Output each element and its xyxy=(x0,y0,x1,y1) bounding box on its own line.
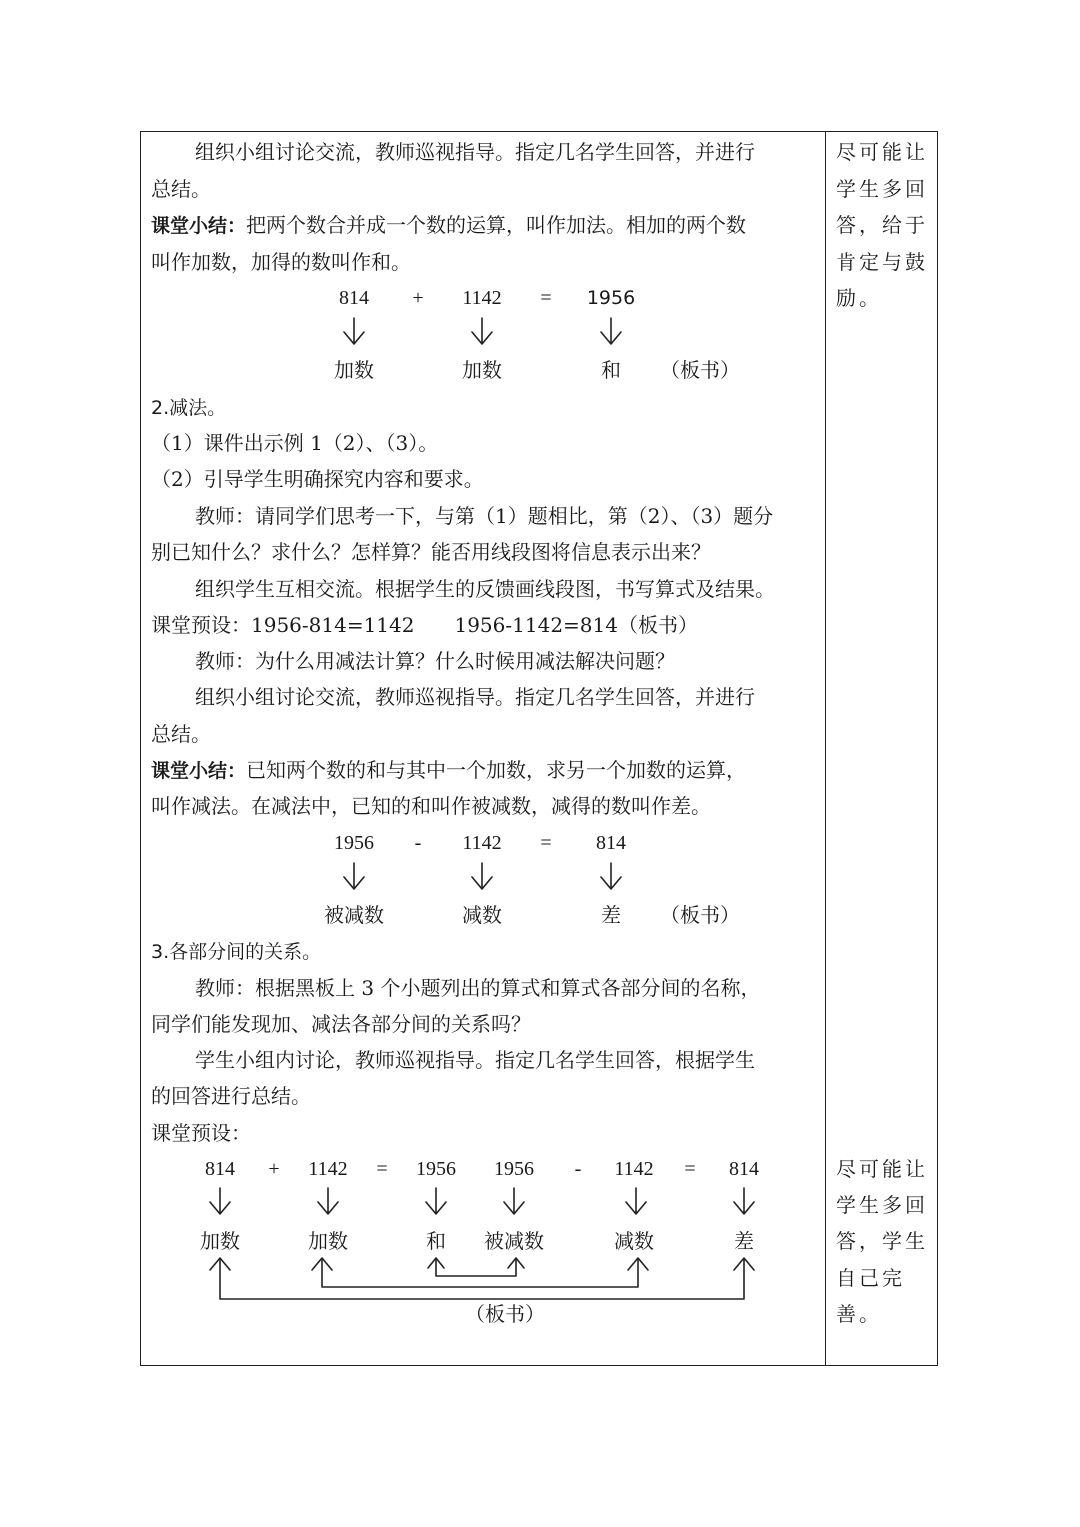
note-line: 励。 xyxy=(836,286,882,310)
relation-bracket-outer xyxy=(220,1260,744,1299)
plus-sign: + xyxy=(412,287,424,309)
summary-label: 课堂小结： xyxy=(151,215,247,237)
relation-bracket-inner xyxy=(436,1260,516,1276)
board-note: （板书） xyxy=(465,1302,545,1326)
down-arrow xyxy=(601,863,621,889)
down-arrow xyxy=(734,1188,754,1214)
text-line: （1）课件出示例 1（2）、（3）。 xyxy=(151,431,439,455)
label-subtrahend: 减数 xyxy=(462,903,502,927)
note-line: 自己完 xyxy=(836,1266,905,1290)
text-line: 叫作加数，加得的数叫作和。 xyxy=(151,250,411,274)
minus-sign: - xyxy=(414,832,422,854)
label-minuend: 被减数 xyxy=(324,903,384,927)
text-line: 教师：为什么用减法计算？什么时候用减法解决问题？ xyxy=(195,649,675,673)
summary-text: 把两个数合并成一个数的运算，叫作加法。相加的两个数 xyxy=(246,213,747,237)
summary-label: 课堂小结： xyxy=(151,760,247,782)
note-line: 善。 xyxy=(836,1302,882,1326)
note-line: 尽可能让 xyxy=(836,140,928,164)
addend-1: 814 xyxy=(339,287,369,309)
label-difference: 差 xyxy=(601,903,621,927)
text-line: 叫作减法。在减法中，已知的和叫作被减数，减得的数叫作差。 xyxy=(151,794,711,818)
note-line: 学生多回 xyxy=(836,177,928,201)
text-line: 别已知什么？求什么？怎样算？能否用线段图将信息表示出来？ xyxy=(151,540,711,564)
text-line: 总结。 xyxy=(151,177,211,201)
rel-n5: 1142 xyxy=(614,1158,654,1180)
note-line: 答，学生 xyxy=(836,1229,928,1253)
board-note: （板书） xyxy=(660,358,740,382)
text-line: 学生小组内讨论，教师巡视指导。指定几名学生回答，根据学生 xyxy=(195,1048,755,1072)
note-line: 学生多回 xyxy=(836,1193,928,1217)
text-line: 课堂预设： xyxy=(151,1121,251,1145)
down-arrow xyxy=(626,1188,646,1214)
section-heading: 2.减法。 xyxy=(151,397,227,419)
difference: 814 xyxy=(596,832,626,854)
rel-eq2: = xyxy=(684,1158,696,1180)
summary-text: 已知两个数的和与其中一个加数，求另一个加数的运算， xyxy=(246,758,747,782)
addend-2: 1142 xyxy=(462,287,502,309)
rel-l5: 减数 xyxy=(614,1229,654,1253)
text-line: 课堂预设：1956-814=1142 1956-1142=814（板书） xyxy=(151,613,698,637)
label-addend-1: 加数 xyxy=(334,358,374,382)
down-arrow xyxy=(344,863,364,889)
rel-op1: + xyxy=(268,1158,280,1180)
rel-n2: 1142 xyxy=(308,1158,348,1180)
section-heading: 3.各部分间的关系。 xyxy=(151,941,322,963)
rel-n4: 1956 xyxy=(494,1158,534,1180)
note-line: 尽可能让 xyxy=(836,1157,928,1181)
rel-eq1: = xyxy=(376,1158,388,1180)
board-note: （板书） xyxy=(660,903,740,927)
down-arrow xyxy=(472,863,492,889)
text-line: 教师：请同学们思考一下，与第（1）题相比，第（2）、（3）题分 xyxy=(195,504,774,528)
text-line: 组织学生互相交流。根据学生的反馈画线段图，书写算式及结果。 xyxy=(195,577,775,601)
minuend: 1956 xyxy=(334,832,374,854)
rel-n6: 814 xyxy=(729,1158,759,1180)
text-line: 组织小组讨论交流，教师巡视指导。指定几名学生回答，并进行 xyxy=(195,140,755,164)
sum: 1956 xyxy=(586,287,636,309)
rel-l1: 加数 xyxy=(200,1229,240,1253)
down-arrow xyxy=(504,1188,524,1214)
down-arrow xyxy=(344,318,364,344)
text-line: 的回答进行总结。 xyxy=(151,1084,311,1108)
label-addend-2: 加数 xyxy=(462,358,502,382)
text-line: 总结。 xyxy=(151,722,211,746)
note-line: 答，给于 xyxy=(836,213,928,237)
down-arrow xyxy=(210,1188,230,1214)
down-arrow xyxy=(472,318,492,344)
relation-bracket-middle xyxy=(322,1260,638,1287)
rel-l4: 被减数 xyxy=(484,1229,544,1253)
equals-sign: = xyxy=(540,287,552,309)
label-sum: 和 xyxy=(601,358,621,382)
rel-n3: 1956 xyxy=(416,1158,456,1180)
rel-n1: 814 xyxy=(205,1158,235,1180)
equals-sign: = xyxy=(540,832,552,854)
rel-l2: 加数 xyxy=(308,1229,348,1253)
rel-l3: 和 xyxy=(426,1229,446,1253)
text-line: （2）引导学生明确探究内容和要求。 xyxy=(151,467,484,491)
text-line: 教师：根据黑板上 3 个小题列出的算式和算式各部分间的名称， xyxy=(195,976,761,1000)
rel-l6: 差 xyxy=(734,1229,754,1253)
subtrahend: 1142 xyxy=(462,832,502,854)
text-line: 组织小组讨论交流，教师巡视指导。指定几名学生回答，并进行 xyxy=(195,685,755,709)
down-arrow xyxy=(601,318,621,344)
note-line: 肯定与鼓 xyxy=(836,250,928,274)
rel-op2: - xyxy=(574,1158,582,1180)
down-arrow xyxy=(318,1188,338,1214)
text-line: 同学们能发现加、减法各部分间的关系吗？ xyxy=(151,1012,531,1036)
down-arrow xyxy=(426,1188,446,1214)
